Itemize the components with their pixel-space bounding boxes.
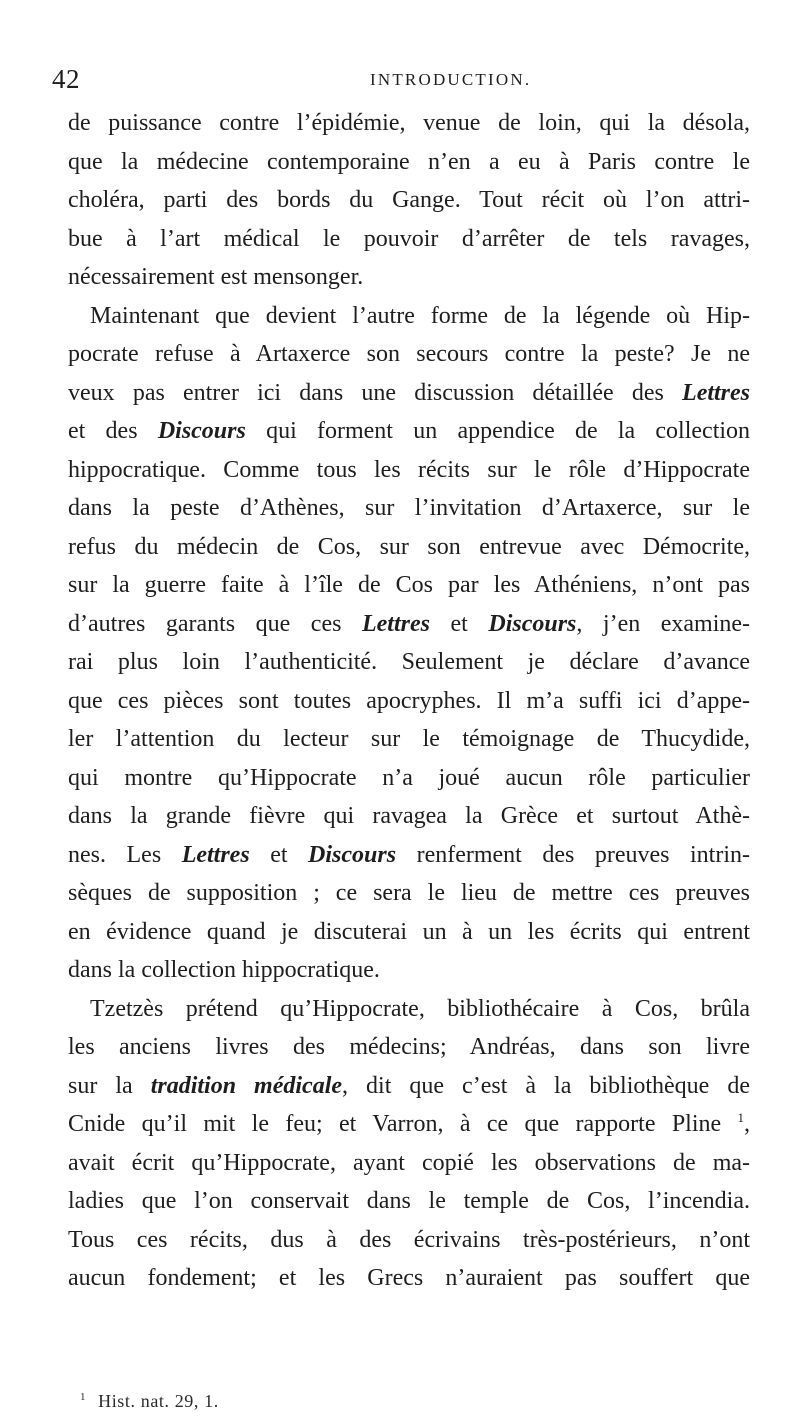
text-line: pocrate refuse à Artaxerce son secours contre la peste? Je ne — [68, 341, 750, 367]
text-line: rai plus loin l’authenticité. Seulement je déclare d’avance — [68, 649, 750, 675]
text-line: les anciens livres des médecins; Andréas, dans son livre — [68, 1034, 750, 1060]
text-line: hippocratique. Comme tous les récits sur le rôle d’Hippocrate — [68, 456, 750, 483]
paragraph-start-line: Tzetzès prétend qu’Hippocrate, bibliothécaire à Cos, brûla — [90, 995, 750, 1022]
text-line: ler l’attention du lecteur sur le témoignage de Thucydide, — [68, 726, 750, 752]
text-line: choléra, parti des bords du Gange. Tout récit où l’on attri- — [68, 187, 750, 213]
text-line: et des Discours qui forment un appendice de la collection — [68, 418, 751, 444]
footnote-reference[interactable]: 1 — [737, 1110, 745, 1125]
text-line: en évidence quand je discuterai un à un les écrits qui entrent — [68, 918, 750, 945]
italic-title-lettres: Lettres — [682, 379, 751, 406]
footnote-text: Hist. nat. 29, 1. — [98, 1391, 219, 1411]
page-number: 42 — [52, 64, 80, 94]
text-line: dans la grande fièvre qui ravagea la Grèce et surtout Athè- — [68, 803, 750, 829]
text-line: qui montre qu’Hippocrate n’a joué aucun rôle particulier — [68, 764, 750, 791]
running-title: INTRODUCTION. — [370, 70, 532, 89]
text-line: avait écrit qu’Hippocrate, ayant copié les observations de ma- — [68, 1149, 750, 1176]
text-line: que la médecine contemporaine n’en a eu à Paris contre le — [68, 148, 750, 175]
text-line: veux pas entrer ici dans une discussion détaillée des Lettres — [68, 379, 751, 406]
text-line: Tous ces récits, dus à des écrivains très-postérieurs, n’ont — [68, 1226, 750, 1253]
italic-title-tradition: tradition médicale — [150, 1072, 343, 1099]
text-line: sur la guerre faite à l’île de Cos par les Athéniens, n’ont pas — [68, 572, 750, 598]
text-line: nes. Les Lettres et Discours renferment des preuves intrin- — [68, 841, 751, 868]
italic-title-discours: Discours — [157, 418, 246, 444]
italic-title-lettres: Lettres — [181, 841, 250, 868]
text-line: aucun fondement; et les Grecs n’auraient pas souffert que — [68, 1265, 750, 1291]
text-line: dans la peste d’Athènes, sur l’invitation d’Artaxerce, sur le — [68, 495, 750, 521]
italic-title-discours: Discours — [488, 610, 577, 637]
text-line: Cnide qu’il mit le feu; et Varron, à ce que rapporte Pline $^1$, — [68, 1110, 751, 1137]
text-line: sur la tradition médicale, dit que c’est à la bibliothèque de — [68, 1072, 751, 1099]
footnote — [80, 1385, 219, 1413]
text-line: nécessairement est mensonger. — [68, 264, 364, 290]
text-line: sèques de supposition ; ce sera le lieu de mettre ces preuves — [68, 880, 750, 906]
footnote-mark: 1 — [80, 1391, 87, 1403]
text-line: de puissance contre l’épidémie, venue de loin, qui la désola, — [68, 110, 750, 136]
text-line: refus du médecin de Cos, sur son entrevue avec Démocrite, — [68, 533, 750, 560]
text-line: d’autres garants que ces Lettres et Discours, j’en examine- — [68, 610, 751, 637]
body-text — [68, 104, 750, 1298]
text-line: ladies que l’on conservait dans le temple de Cos, l’incendia. — [68, 1188, 750, 1214]
italic-title-discours: Discours — [308, 841, 397, 868]
italic-title-lettres: Lettres — [361, 610, 430, 637]
paragraph-start-line: Maintenant que devient l’autre forme de la légende où Hip- — [90, 302, 750, 329]
running-head — [52, 64, 752, 94]
text-line: que ces pièces sont toutes apocryphes. Il m’a suffi ici d’appe- — [68, 687, 750, 714]
text-line: bue à l’art médical le pouvoir d’arrêter de tels ravages, — [68, 225, 750, 252]
text-line: dans la collection hippocratique. — [68, 957, 380, 983]
